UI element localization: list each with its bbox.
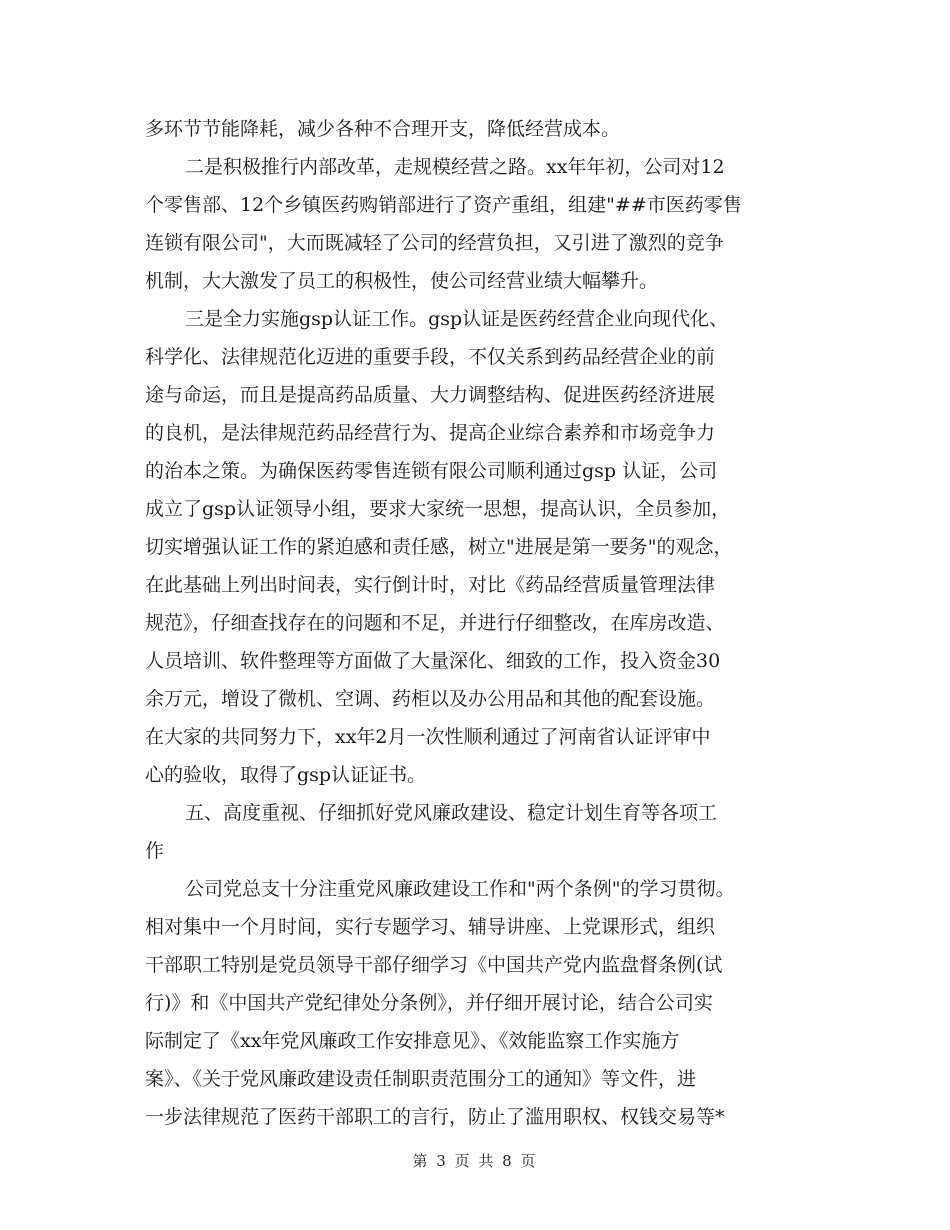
text-line: 公司党总支十分注重党风廉政建设工作和"两个条例"的学习贯彻。 <box>185 878 735 900</box>
text-line: 科学化、法律规范化迈进的重要手段，不仅关系到药品经营企业的前 <box>145 346 716 368</box>
text-line: 途与命运，而且是提高药品质量、大力调整结构、促进医药经济进展 <box>145 384 716 406</box>
text-line: 规范》，仔细查找存在的问题和不足，并进行仔细整改，在库房改造、 <box>145 612 725 634</box>
text-line: 际制定了《xx年党风廉政工作安排意见》、《效能监察工作实施方 <box>145 1030 680 1052</box>
text-line: 个零售部、12个乡镇医药购销部进行了资产重组，组建"##市医药零售 <box>145 194 742 216</box>
text-line: 的良机，是法律规范药品经营行为、提高企业综合素养和市场竞争力 <box>145 422 716 444</box>
text-line: 连锁有限公司"，大而既减轻了公司的经营负担，又引进了激烈的竞争 <box>145 232 724 254</box>
text-line: 案》、《关于党风廉政建设责任制职责范围分工的通知》等文件，进 <box>145 1068 697 1090</box>
text-line: 机制，大大激发了员工的积极性，使公司经营业绩大幅攀升。 <box>145 270 659 292</box>
text-line: 的治本之策。为确保医药零售连锁有限公司顺利通过gsp 认证，公司 <box>145 460 718 482</box>
text-line: 行)》和《中国共产党纪律处分条例》，并仔细开展讨论，结合公司实 <box>145 992 713 1014</box>
text-line: 三是全力实施gsp认证工作。gsp认证是医药经营企业向现代化、 <box>185 308 729 330</box>
text-line: 一步法律规范了医药干部职工的言行，防止了滥用职权、权钱交易等* <box>145 1106 725 1128</box>
text-line: 成立了gsp认证领导小组，要求大家统一思想，提高认识，全员参加， <box>145 498 731 520</box>
text-line: 在此基础上列出时间表，实行倒计时，对比《药品经营质量管理法律 <box>145 574 716 596</box>
page-number-footer: 第 3 页 共 8 页 <box>412 1152 538 1170</box>
text-line: 相对集中一个月时间，实行专题学习、辅导讲座、上党课形式，组织 <box>145 916 716 938</box>
text-line: 心的验收，取得了gsp认证证书。 <box>145 764 427 786</box>
text-line: 在大家的共同努力下，xx年2月一次性顺利通过了河南省认证评审中 <box>145 726 711 748</box>
text-line: 多环节节能降耗，减少各种不合理开支，降低经营成本。 <box>145 118 621 140</box>
text-line: 切实增强认证工作的紧迫感和责任感，树立"进展是第一要务"的观念， <box>145 536 733 558</box>
text-line: 五、高度重视、仔细抓好党风廉政建设、稳定计划生育等各项工 <box>185 802 718 824</box>
text-line: 余万元，增设了微机、空调、药柜以及办公用品和其他的配套设施。 <box>145 688 716 710</box>
text-line: 作 <box>145 840 165 862</box>
text-line: 人员培训、软件整理等方面做了大量深化、细致的工作，投入资金30 <box>145 650 721 672</box>
text-line: 二是积极推行内部改革，走规模经营之路。xx年年初，公司对12 <box>185 156 725 178</box>
document-body <box>145 110 810 1136</box>
text-line: 干部职工特别是党员领导干部仔细学习《中国共产党内监盘督条例(试 <box>145 954 723 976</box>
